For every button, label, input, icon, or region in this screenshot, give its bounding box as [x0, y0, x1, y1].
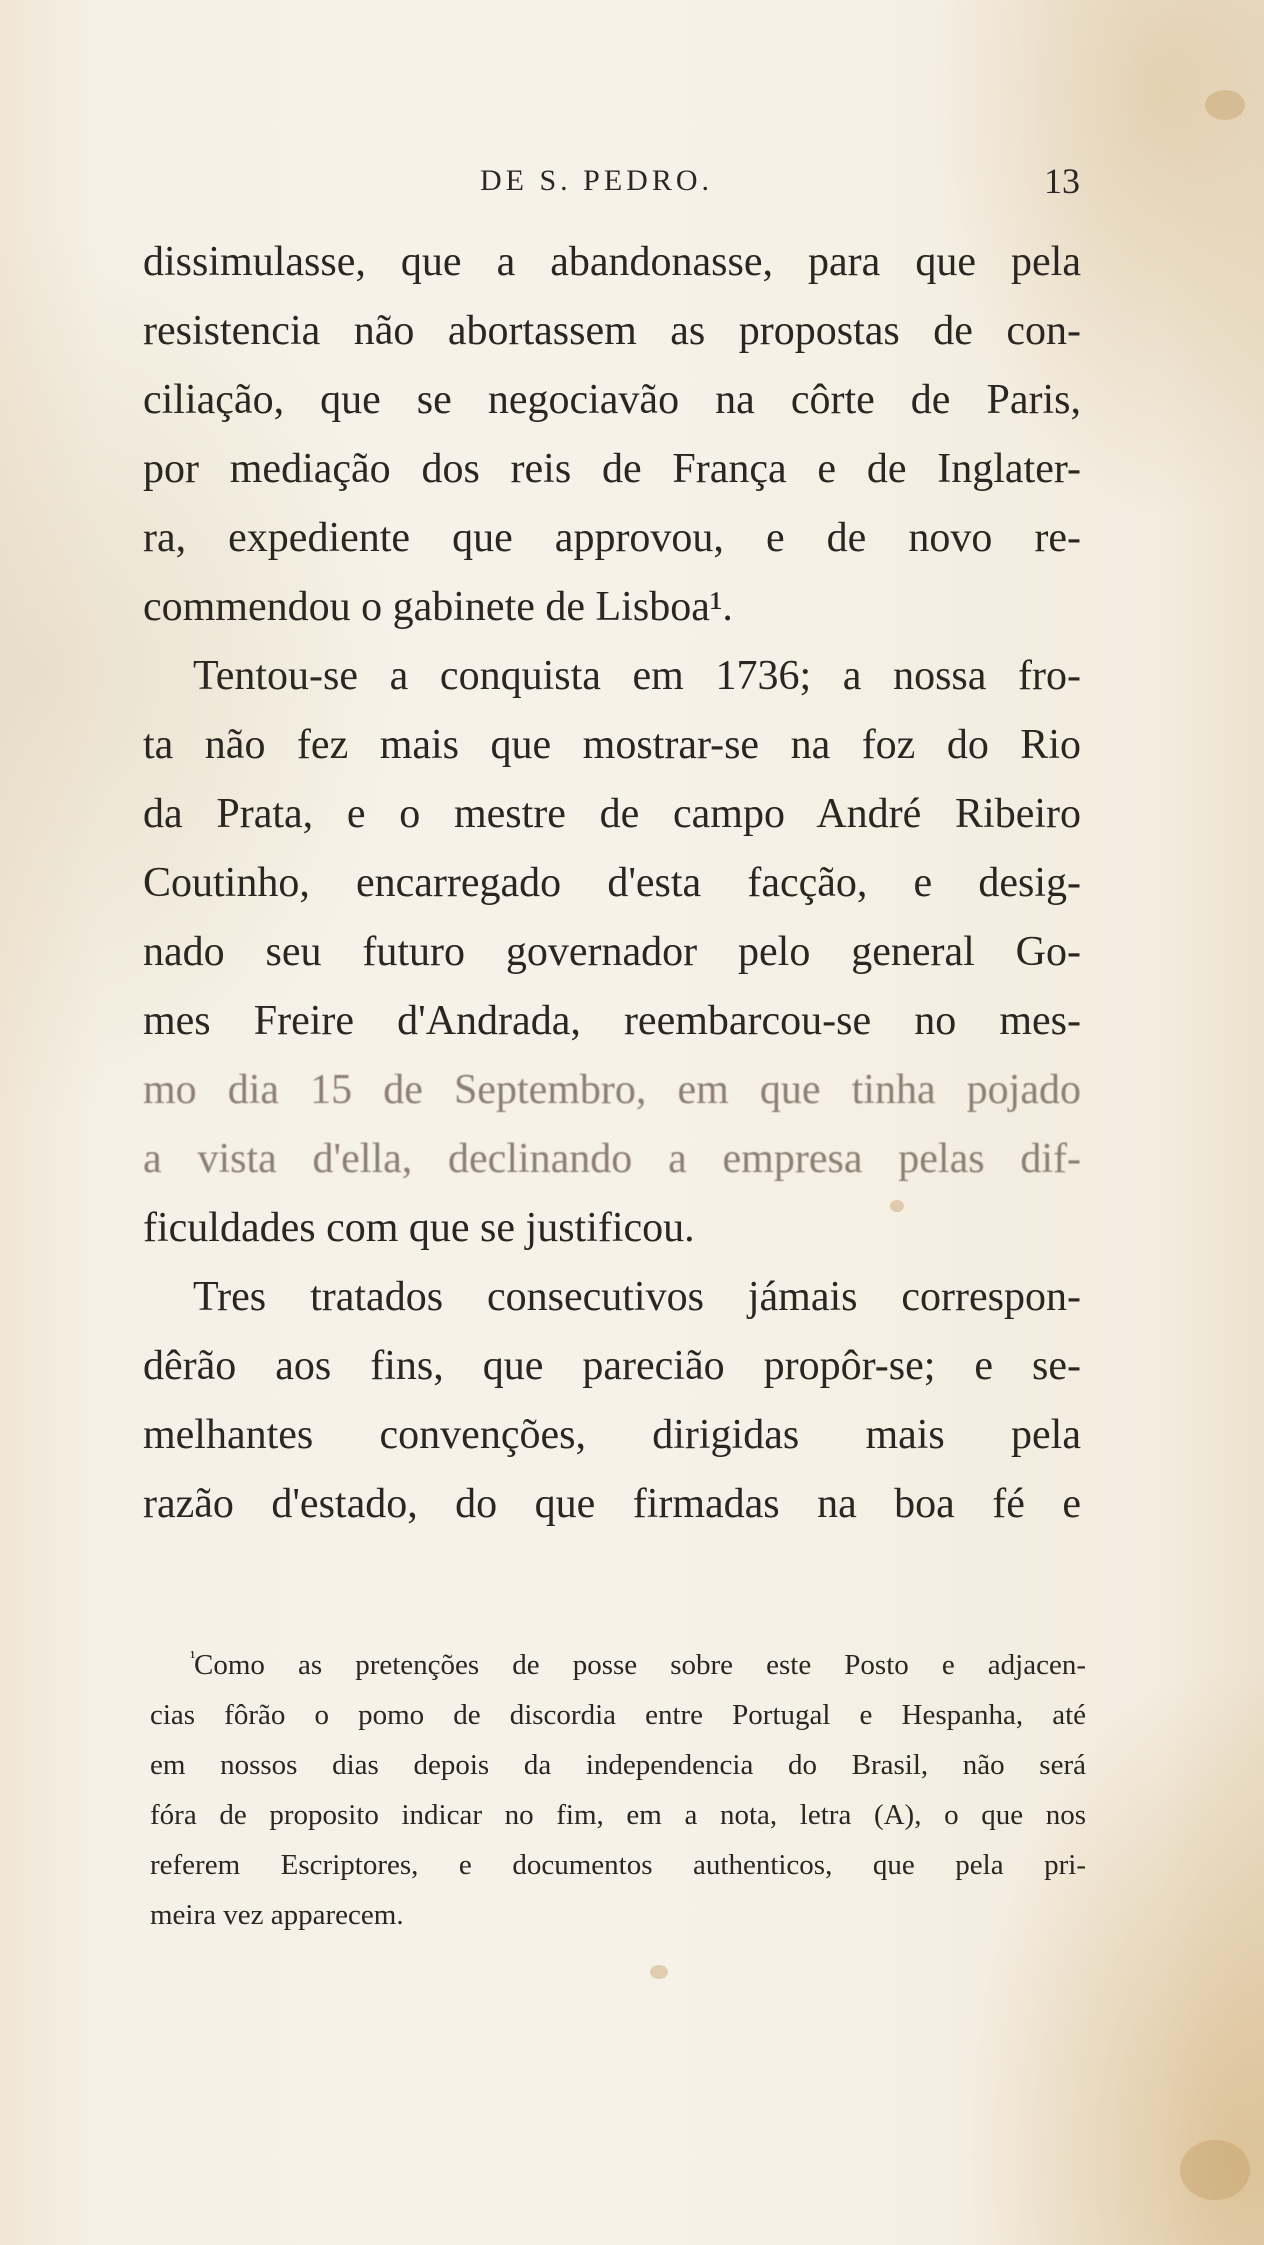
footnote-text: Como as pretenções de posse sobre este Posto e adjacen-	[194, 1649, 1086, 1681]
body-text	[143, 228, 1081, 1539]
running-head: DE S. PEDRO.	[480, 164, 714, 197]
age-stain	[1180, 2140, 1250, 2200]
page-header	[150, 160, 1080, 210]
text-line: mes Freire d'Andrada, reembarcou-se no mes-	[143, 998, 1081, 1044]
text-line: ciliação, que se negociavão na côrte de Paris,	[143, 377, 1081, 423]
text-line: mo dia 15 de Septembro, em que tinha pojado	[143, 1067, 1081, 1113]
page-number: 13	[1044, 161, 1080, 201]
footnote	[150, 1640, 1086, 1940]
age-stain	[650, 1965, 668, 1979]
text-line: Coutinho, encarregado d'esta facção, e desig-	[143, 860, 1081, 906]
text-line: Tres tratados consecutivos jámais correspon-	[193, 1274, 1081, 1320]
footnote-marker: ¹	[190, 1647, 196, 1667]
text-line: por mediação dos reis de França e de Inglater-	[143, 446, 1081, 492]
text-line: ta não fez mais que mostrar-se na foz do Rio	[143, 722, 1081, 768]
text-line: dêrão aos fins, que parecião propôr-se; e se-	[143, 1343, 1081, 1389]
footnote-line: meira vez apparecem.	[150, 1899, 404, 1931]
text-line: da Prata, e o mestre de campo André Ribeiro	[143, 791, 1081, 837]
age-stain	[1205, 90, 1245, 120]
text-line: dissimulasse, que a abandonasse, para que pela	[143, 239, 1081, 285]
text-line: a vista d'ella, declinando a empresa pelas dif-	[143, 1136, 1081, 1182]
footnote-line: referem Escriptores, e documentos authenticos, que pela pri-	[150, 1849, 1086, 1881]
text-line: resistencia não abortassem as propostas de con-	[143, 308, 1081, 354]
text-line: commendou o gabinete de Lisboa¹.	[143, 584, 733, 630]
footnote-line: cias fôrão o pomo de discordia entre Portugal e Hespanha, até	[150, 1699, 1086, 1731]
text-line: nado seu futuro governador pelo general Go-	[143, 929, 1081, 975]
text-line: ra, expediente que approvou, e de novo re-	[143, 515, 1081, 561]
text-line: melhantes convenções, dirigidas mais pela	[143, 1412, 1081, 1458]
text-line: ficuldades com que se justificou.	[143, 1205, 695, 1251]
footnote-line: fóra de proposito indicar no fim, em a nota, letra (A), o que nos	[150, 1799, 1086, 1831]
footnote-line: em nossos dias depois da independencia do Brasil, não será	[150, 1749, 1086, 1781]
footnote-line-first	[150, 1640, 1086, 1690]
text-line: Tentou-se a conquista em 1736; a nossa fro-	[193, 653, 1081, 699]
text-line: razão d'estado, do que firmadas na boa fé e	[143, 1481, 1081, 1527]
